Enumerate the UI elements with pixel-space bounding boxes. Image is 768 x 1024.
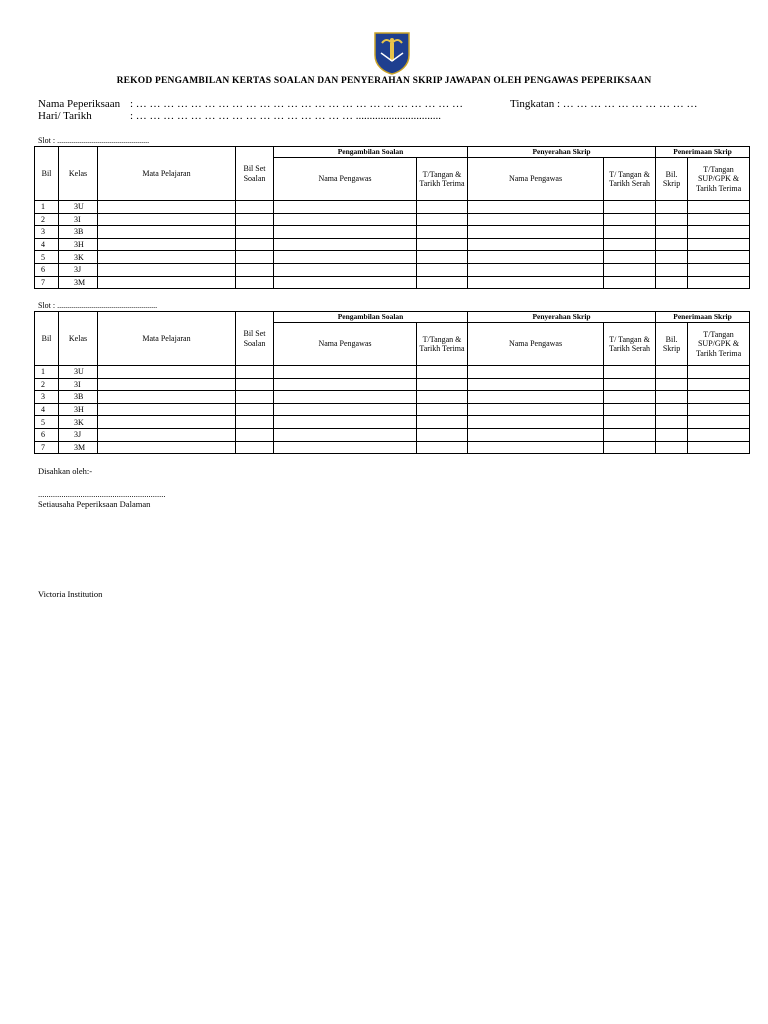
school-crest-icon: [373, 31, 411, 75]
row-bil: 7: [35, 441, 59, 454]
header-bil-set-soalan: Bil Set Soalan: [236, 312, 274, 366]
row-blank-cell[interactable]: [236, 441, 274, 454]
header-ttangan-terima: T/Tangan & Tarikh Terima: [417, 158, 468, 201]
header-bil-set-soalan: Bil Set Soalan: [236, 147, 274, 201]
header-nama-pengawas: Nama Pengawas: [274, 323, 417, 366]
row-blank-cell[interactable]: [274, 201, 417, 214]
row-blank-cell[interactable]: [98, 263, 236, 276]
row-blank-cell[interactable]: [98, 366, 236, 379]
row-blank-cell[interactable]: [468, 378, 604, 391]
row-blank-cell[interactable]: [236, 238, 274, 251]
row-blank-cell[interactable]: [274, 366, 417, 379]
row-blank-cell[interactable]: [604, 276, 656, 289]
row-blank-cell[interactable]: [468, 416, 604, 429]
header-bil-skrip: Bil. Skrip: [656, 323, 688, 366]
row-blank-cell[interactable]: [656, 416, 688, 429]
row-blank-cell[interactable]: [468, 226, 604, 239]
row-blank-cell[interactable]: [98, 276, 236, 289]
row-blank-cell[interactable]: [604, 428, 656, 441]
nama-peperiksaan-label: Nama Peperiksaan: [38, 98, 121, 110]
row-kelas: 3K: [59, 251, 98, 264]
header-penyerahan-skrip: Penyerahan Skrip: [468, 147, 656, 158]
row-blank-cell[interactable]: [656, 391, 688, 404]
row-blank-cell[interactable]: [236, 366, 274, 379]
row-blank-cell[interactable]: [236, 416, 274, 429]
header-penerimaan-skrip: Penerimaan Skrip: [656, 147, 750, 158]
table-row: [35, 378, 750, 391]
row-blank-cell[interactable]: [468, 238, 604, 251]
form-title: REKOD PENGAMBILAN KERTAS SOALAN DAN PENYERAHAN SKRIP JAWAPAN OLEH PENGAWAS PEPERIKSAAN: [116, 76, 652, 86]
row-blank-cell[interactable]: [604, 226, 656, 239]
signatory-role: Setiausaha Peperiksaan Dalaman: [38, 499, 151, 509]
row-kelas: 3M: [59, 441, 98, 454]
row-bil: 6: [35, 263, 59, 276]
row-blank-cell[interactable]: [656, 378, 688, 391]
header-kelas: Kelas: [59, 312, 98, 366]
row-blank-cell[interactable]: [688, 276, 750, 289]
row-kelas: 3J: [59, 428, 98, 441]
signature-line: ............................................................: [38, 489, 166, 499]
row-blank-cell[interactable]: [604, 403, 656, 416]
table-row: [35, 213, 750, 226]
row-blank-cell[interactable]: [236, 251, 274, 264]
row-blank-cell[interactable]: [656, 403, 688, 416]
row-kelas: 3M: [59, 276, 98, 289]
hari-tarikh-label: Hari/ Tarikh: [38, 110, 92, 122]
row-blank-cell[interactable]: [98, 251, 236, 264]
row-blank-cell[interactable]: [468, 251, 604, 264]
slot-1-table: [34, 146, 750, 289]
row-blank-cell[interactable]: [656, 276, 688, 289]
row-blank-cell[interactable]: [656, 263, 688, 276]
row-blank-cell[interactable]: [98, 226, 236, 239]
row-blank-cell[interactable]: [236, 213, 274, 226]
row-blank-cell[interactable]: [417, 416, 468, 429]
row-blank-cell[interactable]: [417, 263, 468, 276]
row-blank-cell[interactable]: [656, 201, 688, 214]
nama-peperiksaan-value: : … … … … … … … … … … … … … … … … … … … … … … … …: [130, 98, 464, 110]
row-blank-cell[interactable]: [417, 213, 468, 226]
slot-2-rows: [35, 366, 750, 454]
row-kelas: 3U: [59, 201, 98, 214]
row-blank-cell[interactable]: [274, 263, 417, 276]
row-blank-cell[interactable]: [236, 403, 274, 416]
row-bil: 5: [35, 251, 59, 264]
row-bil: 6: [35, 428, 59, 441]
row-blank-cell[interactable]: [98, 391, 236, 404]
row-blank-cell[interactable]: [688, 213, 750, 226]
table-row: [35, 276, 750, 289]
header-ttangan-sup: T/Tangan SUP/GPK & Tarikh Terima: [688, 323, 750, 366]
row-blank-cell[interactable]: [274, 238, 417, 251]
nama-peperiksaan-field: [38, 98, 463, 110]
header-ttangan-terima: T/Tangan & Tarikh Terima: [417, 323, 468, 366]
row-bil: 1: [35, 366, 59, 379]
row-blank-cell[interactable]: [417, 238, 468, 251]
row-blank-cell[interactable]: [417, 201, 468, 214]
header-penyerahan-skrip: Penyerahan Skrip: [468, 312, 656, 323]
row-blank-cell[interactable]: [417, 441, 468, 454]
row-blank-cell[interactable]: [98, 378, 236, 391]
row-bil: 3: [35, 391, 59, 404]
row-blank-cell[interactable]: [274, 226, 417, 239]
row-blank-cell[interactable]: [417, 391, 468, 404]
row-blank-cell[interactable]: [236, 378, 274, 391]
row-blank-cell[interactable]: [604, 263, 656, 276]
row-kelas: 3B: [59, 226, 98, 239]
row-blank-cell[interactable]: [656, 366, 688, 379]
row-blank-cell[interactable]: [274, 416, 417, 429]
row-blank-cell[interactable]: [274, 441, 417, 454]
row-blank-cell[interactable]: [604, 213, 656, 226]
row-blank-cell[interactable]: [604, 416, 656, 429]
header-pengambilan-soalan: Pengambilan Soalan: [274, 147, 468, 158]
row-blank-cell[interactable]: [604, 378, 656, 391]
row-kelas: 3H: [59, 403, 98, 416]
table-row: [35, 201, 750, 214]
tingkatan-value: : … … … … … … … … … …: [556, 98, 698, 110]
row-blank-cell[interactable]: [468, 441, 604, 454]
row-blank-cell[interactable]: [98, 416, 236, 429]
table-row: [35, 238, 750, 251]
table-row: [35, 251, 750, 264]
row-blank-cell[interactable]: [688, 251, 750, 264]
row-blank-cell[interactable]: [688, 263, 750, 276]
row-blank-cell[interactable]: [468, 201, 604, 214]
row-blank-cell[interactable]: [656, 213, 688, 226]
row-blank-cell[interactable]: [98, 441, 236, 454]
row-blank-cell[interactable]: [98, 238, 236, 251]
row-blank-cell[interactable]: [236, 391, 274, 404]
row-blank-cell[interactable]: [604, 441, 656, 454]
header-bil: Bil: [35, 312, 59, 366]
row-blank-cell[interactable]: [604, 391, 656, 404]
row-blank-cell[interactable]: [688, 226, 750, 239]
header-nama-pengawas: Nama Pengawas: [468, 158, 604, 201]
row-blank-cell[interactable]: [417, 366, 468, 379]
header-kelas: Kelas: [59, 147, 98, 201]
row-bil: 5: [35, 416, 59, 429]
row-blank-cell[interactable]: [688, 403, 750, 416]
row-blank-cell[interactable]: [688, 428, 750, 441]
row-blank-cell[interactable]: [656, 428, 688, 441]
row-blank-cell[interactable]: [604, 251, 656, 264]
table-row: [35, 403, 750, 416]
row-kelas: 3I: [59, 378, 98, 391]
row-kelas: 3I: [59, 213, 98, 226]
row-blank-cell[interactable]: [417, 378, 468, 391]
institution-name: Victoria Institution: [38, 589, 103, 599]
tingkatan-field: [510, 98, 698, 110]
row-blank-cell[interactable]: [604, 366, 656, 379]
header-pengambilan-soalan: Pengambilan Soalan: [274, 312, 468, 323]
row-kelas: 3J: [59, 263, 98, 276]
header-bil-skrip: Bil. Skrip: [656, 158, 688, 201]
row-blank-cell[interactable]: [656, 238, 688, 251]
row-kelas: 3B: [59, 391, 98, 404]
row-blank-cell[interactable]: [98, 428, 236, 441]
row-bil: 3: [35, 226, 59, 239]
row-blank-cell[interactable]: [656, 226, 688, 239]
header-mata-pelajaran: Mata Pelajaran: [98, 312, 236, 366]
row-bil: 2: [35, 378, 59, 391]
row-bil: 1: [35, 201, 59, 214]
row-blank-cell[interactable]: [688, 201, 750, 214]
header-nama-pengawas: Nama Pengawas: [274, 158, 417, 201]
row-blank-cell[interactable]: [468, 276, 604, 289]
row-blank-cell[interactable]: [468, 428, 604, 441]
row-bil: 2: [35, 213, 59, 226]
row-blank-cell[interactable]: [98, 201, 236, 214]
tingkatan-label: Tingkatan: [510, 98, 555, 110]
header-bil: Bil: [35, 147, 59, 201]
row-blank-cell[interactable]: [688, 416, 750, 429]
header-ttangan-serah: T/ Tangan & Tarikh Serah: [604, 158, 656, 201]
header-ttangan-sup: T/Tangan SUP/GPK & Tarikh Terima: [688, 158, 750, 201]
row-blank-cell[interactable]: [688, 391, 750, 404]
row-blank-cell[interactable]: [468, 263, 604, 276]
row-blank-cell[interactable]: [98, 403, 236, 416]
row-blank-cell[interactable]: [236, 263, 274, 276]
header-mata-pelajaran: Mata Pelajaran: [98, 147, 236, 201]
row-blank-cell[interactable]: [468, 403, 604, 416]
table-row: [35, 416, 750, 429]
row-blank-cell[interactable]: [604, 201, 656, 214]
header-ttangan-serah: T/ Tangan & Tarikh Serah: [604, 323, 656, 366]
row-blank-cell[interactable]: [688, 441, 750, 454]
table-row: [35, 226, 750, 239]
header-nama-pengawas: Nama Pengawas: [468, 323, 604, 366]
row-kelas: 3U: [59, 366, 98, 379]
row-blank-cell[interactable]: [417, 276, 468, 289]
header-penerimaan-skrip: Penerimaan Skrip: [656, 312, 750, 323]
row-blank-cell[interactable]: [274, 276, 417, 289]
table-row: [35, 428, 750, 441]
row-blank-cell[interactable]: [274, 403, 417, 416]
hari-tarikh-field: [38, 110, 441, 122]
row-kelas: 3K: [59, 416, 98, 429]
row-blank-cell[interactable]: [236, 201, 274, 214]
row-kelas: 3H: [59, 238, 98, 251]
row-blank-cell[interactable]: [468, 391, 604, 404]
table-row: [35, 441, 750, 454]
row-blank-cell[interactable]: [688, 378, 750, 391]
disahkan-label: Disahkan oleh:-: [38, 466, 93, 476]
row-blank-cell[interactable]: [98, 213, 236, 226]
row-blank-cell[interactable]: [468, 366, 604, 379]
row-bil: 7: [35, 276, 59, 289]
slot-1-rows: [35, 201, 750, 289]
row-blank-cell[interactable]: [274, 251, 417, 264]
row-blank-cell[interactable]: [236, 428, 274, 441]
table-row: [35, 366, 750, 379]
row-blank-cell[interactable]: [688, 366, 750, 379]
row-blank-cell[interactable]: [417, 428, 468, 441]
table-row: [35, 391, 750, 404]
row-blank-cell[interactable]: [468, 213, 604, 226]
row-blank-cell[interactable]: [417, 403, 468, 416]
row-blank-cell[interactable]: [417, 251, 468, 264]
table-row: [35, 263, 750, 276]
row-blank-cell[interactable]: [274, 391, 417, 404]
row-blank-cell[interactable]: [417, 226, 468, 239]
row-blank-cell[interactable]: [688, 238, 750, 251]
row-blank-cell[interactable]: [274, 378, 417, 391]
slot-2-label: Slot : ..................................................: [38, 301, 158, 310]
row-bil: 4: [35, 238, 59, 251]
hari-tarikh-value: : … … … … … … … … … … … … … … … … ...............................: [130, 110, 442, 122]
row-blank-cell[interactable]: [656, 251, 688, 264]
row-blank-cell[interactable]: [274, 213, 417, 226]
row-blank-cell[interactable]: [274, 428, 417, 441]
row-bil: 4: [35, 403, 59, 416]
slot-2-table: [34, 311, 750, 454]
slot-1-label: Slot : ..............................................: [38, 136, 150, 145]
row-blank-cell[interactable]: [236, 276, 274, 289]
row-blank-cell[interactable]: [656, 441, 688, 454]
row-blank-cell[interactable]: [604, 238, 656, 251]
row-blank-cell[interactable]: [236, 226, 274, 239]
